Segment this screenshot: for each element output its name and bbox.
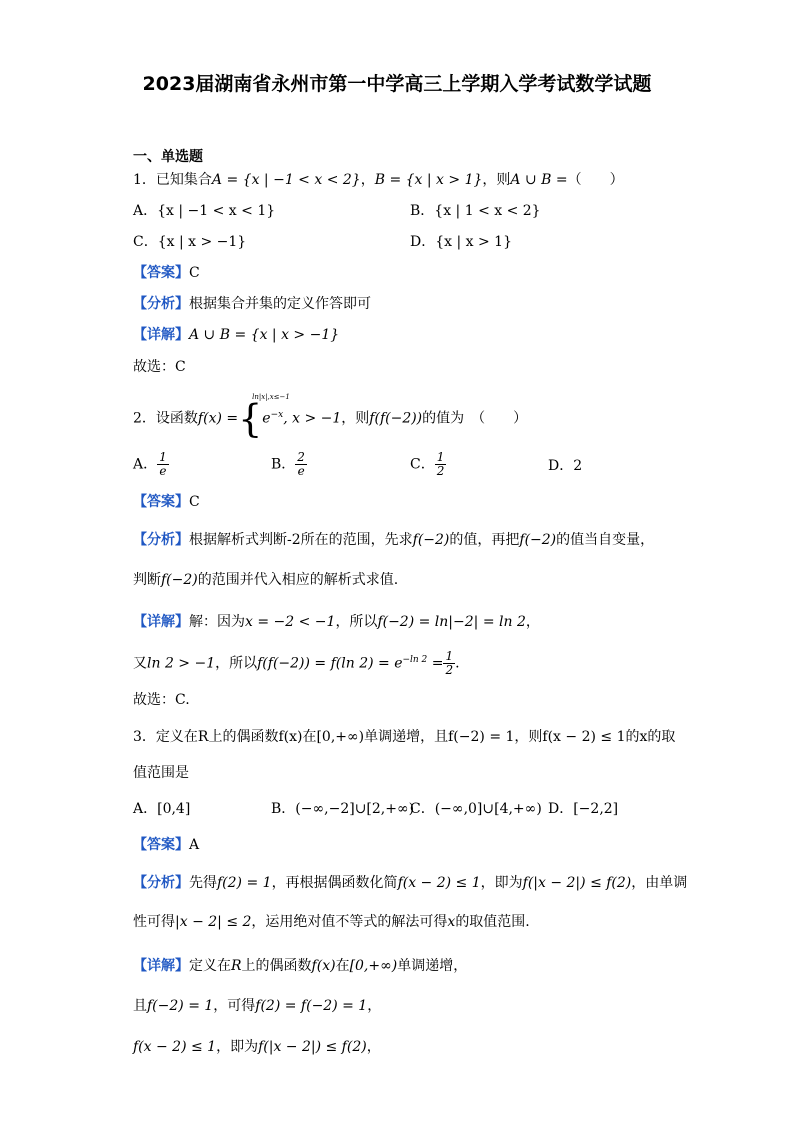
q1-option-c: C．{x | x > −1} bbox=[133, 234, 247, 250]
q2-option-b bbox=[271, 451, 307, 478]
q2-detail-1b: x = −2 < −1 bbox=[245, 614, 336, 630]
q2-analysis-tag: 【分析】 bbox=[133, 532, 189, 548]
q3-analysis-2a: 性可得 bbox=[133, 914, 175, 930]
q2-stem-post: 的值为 （ ） bbox=[422, 410, 528, 427]
q2-option-b-den: e bbox=[297, 464, 305, 478]
q3-detail-2a: 且 bbox=[133, 998, 147, 1014]
q2-option-d: D．2 bbox=[548, 458, 583, 474]
q2-fx: f(x) = bbox=[197, 410, 239, 427]
q1-answer-value: C bbox=[189, 265, 200, 281]
q3-detail-1f: [0,+∞) bbox=[349, 958, 398, 974]
q2-stem-mid: ，则 bbox=[341, 410, 370, 427]
q1-detail-tag: 【详解】 bbox=[133, 327, 189, 343]
q1-stem bbox=[133, 170, 624, 190]
q1-sep: ， bbox=[360, 172, 375, 188]
q2-option-b-num: 2 bbox=[297, 450, 305, 464]
q1-set-a: A = {x | −1 < x < 2} bbox=[211, 172, 361, 188]
q3-analysis-1g: ，由单调 bbox=[631, 875, 688, 891]
q2-piece-exp: −x bbox=[270, 410, 284, 420]
q2-piece-top: ln|x|,x≤−1 bbox=[252, 393, 290, 401]
page-title: 2023届湖南省永州市第一中学高三上学期入学考试数学试题 bbox=[142, 73, 652, 95]
q2-answer-tag: 【答案】 bbox=[133, 494, 189, 510]
q3-stem-line2: 值范围是 bbox=[133, 765, 189, 781]
q3-stem-line1: 3．定义在R上的偶函数f(x)在[0,+∞)单调递增，且f(−2) = 1，则f(x − 2) ≤ 1的x的取 bbox=[133, 729, 676, 745]
q2-detail-line2 bbox=[133, 650, 460, 677]
q3-detail-line1 bbox=[133, 956, 467, 976]
q1-answer bbox=[133, 263, 200, 283]
q3-analysis-1c: ，再根据偶函数化简 bbox=[271, 875, 398, 891]
q2-detail-2a: 又 bbox=[133, 655, 147, 672]
q3-analysis-2c: ，运用绝对值不等式的解法可得 bbox=[251, 914, 448, 930]
q1-set-b: B = {x | x > 1} bbox=[374, 172, 483, 188]
q1-paren: （ ） bbox=[567, 172, 624, 188]
q1-analysis-text: 根据集合并集的定义作答即可 bbox=[189, 296, 371, 312]
q2-detail-2b: ln 2 > −1 bbox=[147, 655, 216, 672]
q3-analysis-2e: 的取值范围. bbox=[455, 914, 530, 930]
q2-analysis-2c: 的范围并代入相应的解析式求值. bbox=[197, 572, 399, 588]
q2-piecewise bbox=[238, 393, 342, 441]
q3-detail-2b: f(−2) = 1 bbox=[147, 998, 214, 1014]
q2-piece-cond: , x > −1 bbox=[283, 410, 342, 427]
q2-brace: { bbox=[238, 396, 263, 441]
q3-detail-line3 bbox=[133, 1037, 381, 1057]
q2-detail-1e: ， bbox=[525, 614, 540, 630]
q3-analysis-1d: f(x − 2) ≤ 1 bbox=[397, 875, 481, 891]
q3-detail-1a: 定义在 bbox=[189, 958, 231, 974]
q3-analysis-line1 bbox=[133, 873, 687, 893]
q3-detail-3d: ， bbox=[366, 1039, 381, 1055]
q2-analysis-2b: f(−2) bbox=[161, 572, 198, 588]
q3-analysis-1f: f(|x − 2|) ≤ f(2) bbox=[522, 875, 632, 891]
q3-analysis-line2 bbox=[133, 912, 530, 932]
q2-detail-line1 bbox=[133, 612, 540, 632]
q3-detail-1g: 单调递增， bbox=[397, 958, 468, 974]
q3-detail-3a: f(x − 2) ≤ 1 bbox=[133, 1039, 217, 1055]
q2-stem bbox=[133, 393, 528, 441]
q2-analysis-line2 bbox=[133, 570, 398, 590]
q1-expr: A ∪ B = bbox=[510, 172, 568, 188]
q1-stem-pre: 1．已知集合 bbox=[133, 172, 212, 188]
section-heading: 一、单选题 bbox=[133, 149, 203, 165]
q3-analysis-2d: x bbox=[447, 914, 456, 930]
q1-stem-mid: ，则 bbox=[482, 172, 511, 188]
q1-detail-text: A ∪ B = {x | x > −1} bbox=[189, 327, 340, 343]
q3-answer bbox=[133, 835, 199, 855]
q2-piece-main: e bbox=[262, 410, 271, 427]
q2-detail-1d: f(−2) = ln|−2| = ln 2 bbox=[377, 614, 526, 630]
q1-detail bbox=[133, 325, 339, 345]
q2-option-a bbox=[133, 451, 169, 478]
q2-detail-tag: 【详解】 bbox=[133, 614, 189, 630]
q3-analysis-2b: |x − 2| ≤ 2 bbox=[175, 914, 252, 930]
q2-answer-value: C bbox=[189, 494, 200, 510]
q2-analysis-1e: 的值当自变量， bbox=[556, 532, 655, 548]
q2-analysis-1a: 根据解析式判断-2所在的范围，先求 bbox=[189, 532, 413, 548]
q2-option-c-num: 1 bbox=[436, 450, 445, 464]
q3-detail-tag: 【详解】 bbox=[133, 958, 189, 974]
q1-analysis bbox=[133, 294, 371, 314]
q3-option-b: B．(−∞,−2]∪[2,+∞) bbox=[271, 801, 415, 817]
q2-analysis-1d: f(−2) bbox=[519, 532, 557, 548]
q1-option-a: A．{x | −1 < x < 1} bbox=[133, 203, 276, 219]
q2-expr: f(f(−2)) bbox=[369, 410, 423, 427]
q3-detail-2d: f(2) = f(−2) = 1 bbox=[255, 998, 368, 1014]
q3-detail-2e: ， bbox=[367, 998, 382, 1014]
q2-option-c-den: 2 bbox=[436, 464, 445, 478]
q2-detail-frac-num: 1 bbox=[445, 649, 454, 664]
q2-option-c bbox=[410, 451, 446, 478]
q3-analysis-1a: 先得 bbox=[189, 875, 217, 891]
q3-detail-1e: 在 bbox=[335, 958, 350, 974]
q2-detail-1c: ，所以 bbox=[335, 614, 378, 630]
q2-option-c-frac bbox=[435, 451, 447, 478]
q2-detail-2e: = bbox=[427, 655, 444, 672]
q1-answer-tag: 【答案】 bbox=[133, 265, 189, 281]
q3-analysis-tag: 【分析】 bbox=[133, 875, 189, 891]
q2-option-a-label: A． bbox=[133, 456, 158, 473]
q2-option-a-num: 1 bbox=[159, 450, 167, 464]
q2-option-b-frac bbox=[295, 451, 307, 478]
q3-option-c: C．(−∞,0]∪[4,+∞) bbox=[410, 801, 542, 817]
q2-detail-1a: 解：因为 bbox=[189, 614, 245, 630]
q1-analysis-tag: 【分析】 bbox=[133, 296, 189, 312]
q2-analysis-1b: f(−2) bbox=[412, 532, 450, 548]
q2-option-b-label: B． bbox=[271, 456, 296, 473]
q3-answer-tag: 【答案】 bbox=[133, 837, 189, 853]
q2-stem-pre: 2．设函数 bbox=[133, 410, 198, 427]
q3-answer-value: A bbox=[189, 837, 200, 853]
q3-detail-line2 bbox=[133, 996, 381, 1016]
q2-detail-2d: f(f(−2)) = f(ln 2) = e bbox=[257, 655, 403, 672]
q1-conclusion: 故选：C bbox=[133, 359, 186, 375]
q2-option-a-frac bbox=[157, 451, 169, 478]
q2-detail-2exp: −ln 2 bbox=[402, 655, 428, 665]
q3-option-a: A．[0,4] bbox=[133, 801, 191, 817]
q3-analysis-1e: ，即为 bbox=[480, 875, 523, 891]
q2-answer bbox=[133, 492, 200, 512]
q1-option-d: D．{x | x > 1} bbox=[410, 234, 512, 250]
q2-analysis-2a: 判断 bbox=[133, 572, 161, 588]
q2-option-c-label: C． bbox=[410, 456, 435, 473]
q3-option-d: D．[−2,2] bbox=[548, 801, 619, 817]
q2-conclusion: 故选：C. bbox=[133, 692, 190, 708]
q2-detail-frac bbox=[443, 650, 455, 677]
q3-detail-1b: R bbox=[231, 958, 242, 974]
q3-detail-3b: ，即为 bbox=[216, 1039, 259, 1055]
q2-detail-2f: . bbox=[455, 655, 460, 672]
q2-detail-2c: ，所以 bbox=[215, 655, 258, 672]
q3-detail-1d: f(x) bbox=[311, 958, 336, 974]
q3-detail-2c: ，可得 bbox=[213, 998, 256, 1014]
q2-option-a-den: e bbox=[159, 464, 167, 478]
q3-detail-1c: 上的偶函数 bbox=[241, 958, 312, 974]
q2-detail-frac-den: 2 bbox=[445, 663, 454, 678]
q3-detail-3c: f(|x − 2|) ≤ f(2) bbox=[258, 1039, 367, 1055]
q2-analysis-line1 bbox=[133, 530, 654, 550]
q1-option-b: B．{x | 1 < x < 2} bbox=[410, 203, 541, 219]
q3-analysis-1b: f(2) = 1 bbox=[217, 875, 272, 891]
q2-analysis-1c: 的值，再把 bbox=[449, 532, 520, 548]
